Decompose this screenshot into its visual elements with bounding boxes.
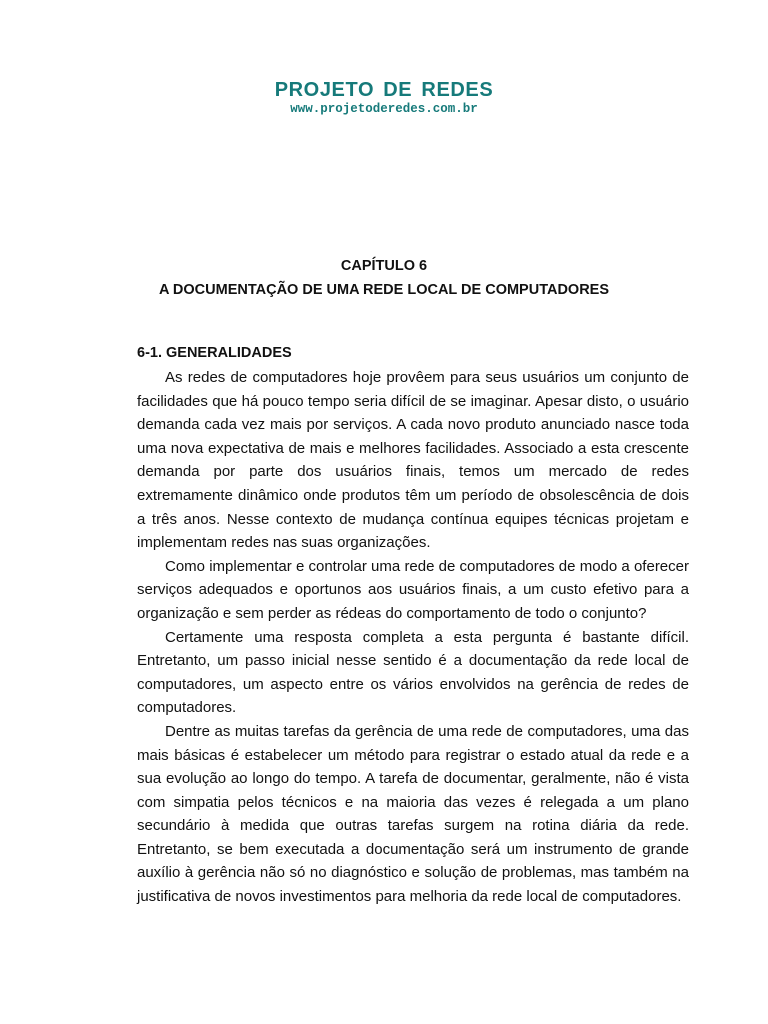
document-header bbox=[0, 78, 768, 117]
document-body bbox=[137, 342, 689, 909]
paragraph: Como implementar e controlar uma rede de computadores de modo a oferecer serviços adequados e oportunos aos usuários finais, a um custo efetivo para a organização e sem perder as rédeas do comportamento de todo o conjunto? bbox=[137, 557, 689, 622]
paragraph: Dentre as muitas tarefas da gerência de uma rede de computadores, uma das mais básicas é estabelecer um método para registrar o estado atual da rede e a sua evolução ao longo do tempo. A tarefa de documentar, geralmente, não é vista com simpatia pelos técnicos e na maioria das vezes é relegada a um plano secundário à medida que outras tarefas surgem na rotina diária da rede. Entretanto, se bem executada a documentação será um instrumento de grande auxílio à gerência não só no diagnóstico e solução de problemas, mas também na justificativa de novos investimentos para melhoria da rede local de computadores. bbox=[137, 722, 689, 906]
paragraph: Certamente uma resposta completa a esta pergunta é bastante difícil. Entretanto, um passo inicial nesse sentido é a documentação da rede local de computadores, um aspecto entre os vários envolvidos na gerência de redes de computadores. bbox=[137, 628, 689, 717]
chapter-heading bbox=[0, 254, 768, 302]
chapter-number: CAPÍTULO 6 bbox=[340, 258, 428, 274]
header-url: www.projetoderedes.com.br bbox=[290, 102, 478, 116]
chapter-title: A DOCUMENTAÇÃO DE UMA REDE LOCAL DE COMPUTADORES bbox=[158, 282, 610, 298]
section-title: 6-1. GENERALIDADES bbox=[137, 345, 292, 361]
paragraph: As redes de computadores hoje provêem para seus usuários um conjunto de facilidades que há pouco tempo seria difícil de se imaginar. Apesar disto, o usuário demanda cada vez mais por serviços. A cada novo produto anunciado nasce toda uma nova expectativa de mais e melhores facilidades. Associado a esta crescente demanda por parte dos usuários finais, temos um mercado de redes extremamente dinâmico onde produtos têm um período de obsolescência de dois a três anos. Nesse contexto de mudança contínua equipes técnicas projetam e implementam redes nas suas organizações. bbox=[137, 369, 689, 552]
header-title: PROJETO DE REDES bbox=[274, 79, 494, 101]
